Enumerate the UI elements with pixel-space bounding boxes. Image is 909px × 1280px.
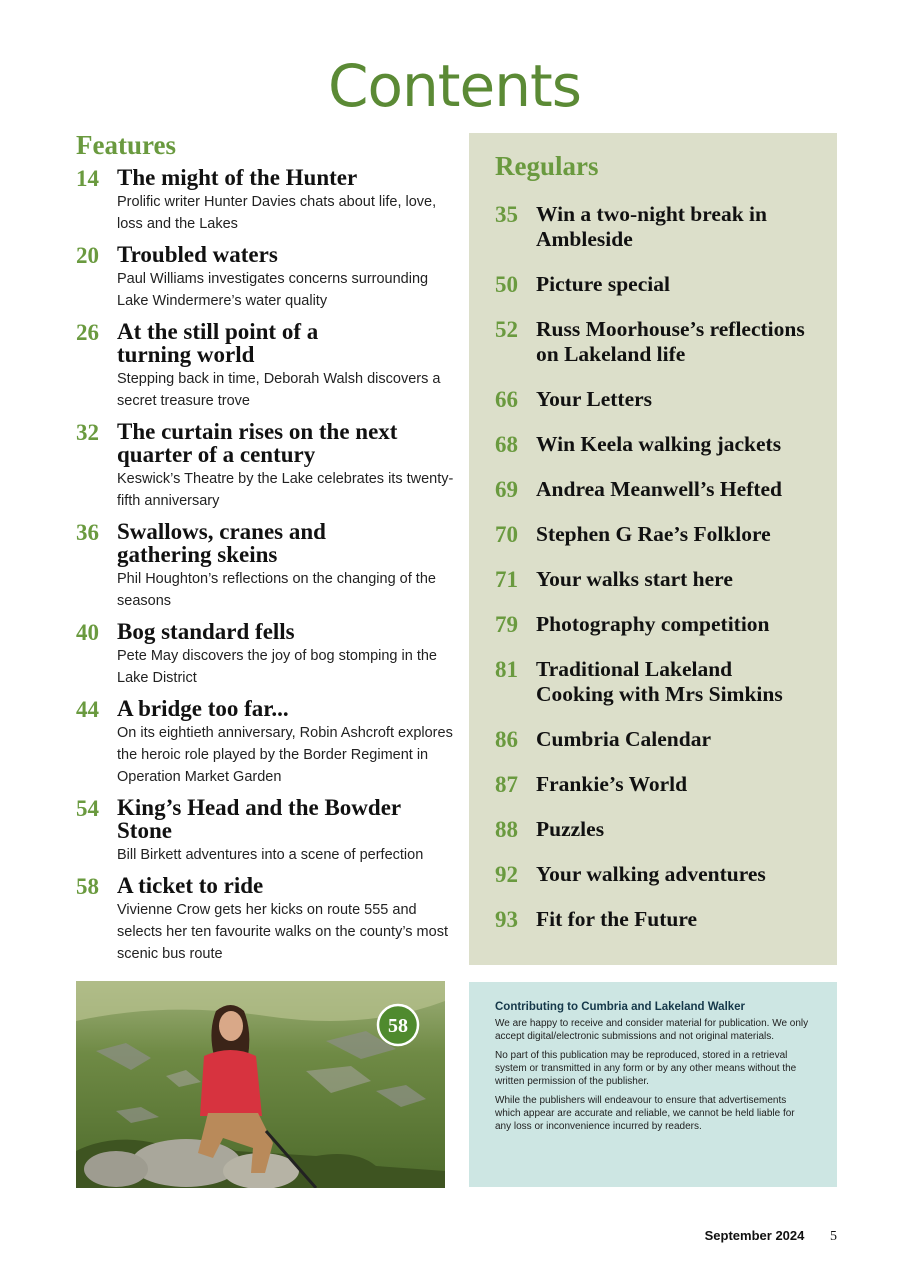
- regular-title: Picture special: [536, 272, 670, 296]
- feature-page-number: 32: [76, 420, 99, 445]
- disclaimer-paragraph: While the publishers will endeavour to ensure that advertisements which appear are accurate and reliable, we cannot be held liable for any loss or inconvenience incurred by readers.: [495, 1095, 795, 1132]
- page-number: 5: [830, 1229, 837, 1244]
- feature-item[interactable]: [76, 874, 456, 965]
- feature-page-number: 26: [76, 320, 99, 345]
- regular-item[interactable]: [495, 817, 825, 842]
- feature-description: Bill Birkett adventures into a scene of perfection: [117, 847, 424, 863]
- regular-item[interactable]: [495, 387, 825, 412]
- regulars-panel: [469, 133, 837, 965]
- regulars-heading: Regulars: [495, 151, 599, 181]
- regular-title: Your walking adventures: [536, 862, 766, 886]
- regular-page-number: 88: [495, 817, 518, 842]
- page-footer: [705, 1228, 837, 1245]
- regular-page-number: 52: [495, 317, 518, 342]
- regular-title: Stephen G Rae’s Folklore: [536, 522, 771, 546]
- feature-page-number: 58: [76, 874, 99, 899]
- feature-title: A ticket to ride: [117, 873, 264, 898]
- feature-item[interactable]: [76, 243, 456, 312]
- regular-item[interactable]: [495, 317, 825, 367]
- regular-title: Andrea Meanwell’s Hefted: [536, 477, 783, 501]
- regular-page-number: 81: [495, 657, 518, 682]
- feature-page-number: 14: [76, 166, 99, 191]
- regular-page-number: 69: [495, 477, 518, 502]
- feature-title: The curtain rises on the next quarter of a century: [117, 419, 398, 467]
- feature-page-number: 20: [76, 243, 99, 268]
- feature-description: Prolific writer Hunter Davies chats about life, love, loss and the Lakes: [117, 194, 437, 232]
- feature-photo[interactable]: [76, 981, 445, 1188]
- feature-title: Bog standard fells: [117, 619, 295, 644]
- feature-title: Troubled waters: [117, 242, 278, 267]
- feature-description: Pete May discovers the joy of bog stomping in the Lake District: [117, 648, 437, 686]
- feature-title: King’s Head and the Bowder Stone: [117, 795, 401, 843]
- feature-item[interactable]: [76, 166, 456, 235]
- regular-item[interactable]: [495, 772, 825, 797]
- feature-item[interactable]: [76, 420, 456, 512]
- feature-description: Phil Houghton’s reflections on the changing of the seasons: [117, 571, 436, 609]
- regular-page-number: 86: [495, 727, 518, 752]
- regular-page-number: 87: [495, 772, 518, 797]
- regular-title: Your walks start here: [536, 567, 733, 591]
- feature-description: Paul Williams investigates concerns surrounding Lake Windermere’s water quality: [117, 271, 429, 309]
- page-badge: 58: [388, 1015, 408, 1037]
- feature-item[interactable]: [76, 697, 456, 788]
- features-heading: Features: [76, 130, 176, 160]
- regular-page-number: 92: [495, 862, 518, 887]
- regular-item[interactable]: [495, 432, 825, 457]
- regular-title: Traditional Lakeland Cooking with Mrs Simkins: [536, 657, 783, 706]
- issue-date: September 2024: [704, 1228, 805, 1243]
- regular-title: Puzzles: [536, 817, 605, 841]
- regular-item[interactable]: [495, 202, 825, 252]
- regular-title: Fit for the Future: [536, 907, 698, 931]
- feature-item[interactable]: [76, 620, 456, 689]
- feature-title: The might of the Hunter: [117, 165, 358, 190]
- contributing-heading: Contributing to Cumbria and Lakeland Walker: [495, 1001, 746, 1013]
- regular-item[interactable]: [495, 727, 825, 752]
- feature-title: A bridge too far...: [117, 696, 289, 721]
- regular-page-number: 68: [495, 432, 518, 457]
- regular-item[interactable]: [495, 657, 825, 707]
- regular-title: Win Keela walking jackets: [536, 432, 782, 456]
- feature-description: On its eightieth anniversary, Robin Ashcroft explores the heroic role played by the Border Regiment in Operation Market Garden: [117, 725, 453, 785]
- features-column: [76, 130, 456, 973]
- feature-item[interactable]: [76, 320, 456, 412]
- regular-title: Win a two-night break in Ambleside: [536, 202, 767, 251]
- regular-item[interactable]: [495, 862, 825, 887]
- regular-page-number: 66: [495, 387, 518, 412]
- regular-page-number: 50: [495, 272, 518, 297]
- feature-page-number: 36: [76, 520, 99, 545]
- regular-item[interactable]: [495, 272, 825, 297]
- regular-item[interactable]: [495, 477, 825, 502]
- regular-title: Photography competition: [536, 612, 770, 636]
- regular-title: Your Letters: [536, 387, 653, 411]
- feature-page-number: 40: [76, 620, 99, 645]
- feature-page-number: 44: [76, 697, 99, 722]
- regular-page-number: 93: [495, 907, 518, 932]
- feature-description: Keswick’s Theatre by the Lake celebrates its twenty-fifth anniversary: [117, 471, 454, 509]
- regular-page-number: 70: [495, 522, 518, 547]
- regular-item[interactable]: [495, 567, 825, 592]
- contributing-panel: [469, 982, 837, 1187]
- feature-title: At the still point of a turning world: [117, 319, 319, 367]
- feature-item[interactable]: [76, 520, 456, 612]
- feature-description: Vivienne Crow gets her kicks on route 555 and selects her ten favourite walks on the county’s most scenic bus route: [117, 902, 448, 962]
- regular-title: Cumbria Calendar: [536, 727, 711, 751]
- contributing-paragraph: We are happy to receive and consider material for publication. We only accept digital/electronic submissions and not original materials.: [495, 1018, 809, 1042]
- regular-page-number: 79: [495, 612, 518, 637]
- regular-title: Russ Moorhouse’s reflections on Lakeland life: [536, 317, 805, 366]
- feature-title: Swallows, cranes and gathering skeins: [117, 519, 326, 567]
- regular-item[interactable]: [495, 522, 825, 547]
- regular-page-number: 35: [495, 202, 518, 227]
- copyright-paragraph: No part of this publication may be reproduced, stored in a retrieval system or transmitted in any form or by any other means without the written permission of the publisher.: [495, 1050, 797, 1087]
- hillside-walker-illustration: [76, 981, 445, 1188]
- page-title: Contents: [328, 52, 581, 120]
- regular-item[interactable]: [495, 907, 825, 932]
- feature-item[interactable]: [76, 796, 456, 866]
- feature-description: Stepping back in time, Deborah Walsh discovers a secret treasure trove: [117, 371, 441, 409]
- feature-page-number: 54: [76, 796, 99, 821]
- regular-title: Frankie’s World: [536, 772, 688, 796]
- regular-page-number: 71: [495, 567, 518, 592]
- regular-item[interactable]: [495, 612, 825, 637]
